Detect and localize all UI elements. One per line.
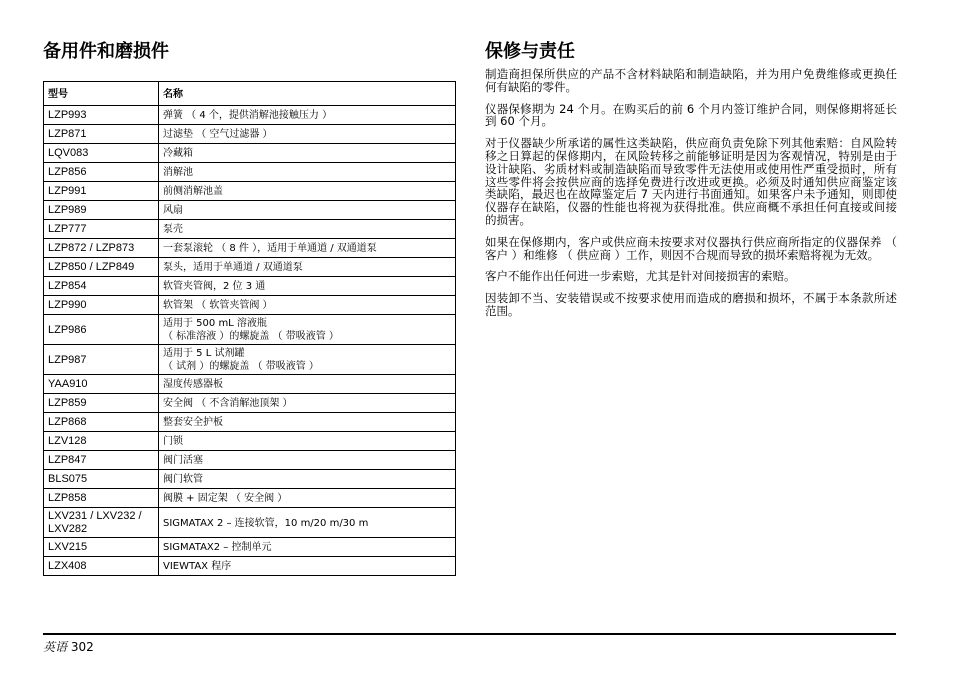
part-name-cell: 阀门活塞: [159, 451, 456, 470]
table-row: [44, 413, 456, 432]
part-model-cell: LZP777: [44, 220, 159, 239]
spare-parts-title: 备用件和磨损件: [43, 41, 169, 62]
table-row: [44, 557, 456, 576]
table-row: [44, 489, 456, 508]
part-model-cell: LZP854: [44, 277, 159, 296]
part-model-cell: LZP991: [44, 182, 159, 201]
part-name-cell: 弹簧 （ 4 个，提供消解池接触压力 ）: [159, 106, 456, 125]
table-header-row: [44, 82, 456, 106]
table-row: [44, 394, 456, 413]
part-model-cell: LZP989: [44, 201, 159, 220]
part-model-cell: BLS075: [44, 470, 159, 489]
warranty-paragraph: 仪器保修期为 24 个月。在购买后的前 6 个月内签订维护合同，则保修期将延长到 60 个月。: [485, 101, 897, 129]
table-row: [44, 239, 456, 258]
part-name-cell: 风扇: [159, 201, 456, 220]
part-model-cell: LZV128: [44, 432, 159, 451]
part-model-cell: LZP868: [44, 413, 159, 432]
part-name-cell: 一套泵滚轮 （ 8 件 ），适用于单通道 / 双通道泵: [159, 239, 456, 258]
part-model-cell: LZP986: [44, 315, 159, 345]
part-model-cell: LZP850 / LZP849: [44, 258, 159, 277]
warranty-paragraph: 如果在保修期内，客户或供应商未按要求对仪器执行供应商所指定的仪器保养 （ 客户 ）和维修 （ 供应商 ）工作，则因不合规而导致的损坏索赔将视为无效。: [485, 234, 897, 262]
part-model-cell: LXV231 / LXV232 / LXV282: [44, 508, 159, 538]
table-row: [44, 451, 456, 470]
table-row: [44, 258, 456, 277]
part-model-cell: LZP856: [44, 163, 159, 182]
table-row: [44, 277, 456, 296]
part-name-cell: 前侧消解池盖: [159, 182, 456, 201]
part-name-cell: 消解池: [159, 163, 456, 182]
column-header-model: 型号: [44, 82, 159, 106]
table-row: [44, 470, 456, 489]
table-row: [44, 375, 456, 394]
page-footer: [43, 640, 94, 654]
part-name-cell: 阀门软管: [159, 470, 456, 489]
part-name-cell: 湿度传感器板: [159, 375, 456, 394]
part-name-cell: 适用于 5 L 试剂罐 （ 试剂 ）的螺旋盖 （ 带吸液管 ）: [159, 345, 456, 375]
part-name-cell: 软管夹管阀，2 位 3 通: [159, 277, 456, 296]
part-model-cell: LQV083: [44, 144, 159, 163]
part-name-cell: 软管架 （ 软管夹管阀 ）: [159, 296, 456, 315]
table-row: [44, 296, 456, 315]
part-model-cell: YAA910: [44, 375, 159, 394]
part-model-cell: LZP859: [44, 394, 159, 413]
part-model-cell: LZX408: [44, 557, 159, 576]
part-model-cell: LZP871: [44, 125, 159, 144]
table-row: [44, 182, 456, 201]
warranty-title: 保修与责任: [485, 41, 575, 62]
part-model-cell: LZP872 / LZP873: [44, 239, 159, 258]
part-model-cell: LZP858: [44, 489, 159, 508]
table-body: [44, 106, 456, 576]
part-name-cell: 泵壳: [159, 220, 456, 239]
page-number: 302: [70, 640, 94, 654]
table-row: [44, 125, 456, 144]
warranty-paragraph: 因装卸不当、安装错误或不按要求使用而造成的磨损和损坏，不属于本条款所述范围。: [485, 291, 897, 318]
warranty-paragraph: 对于仪器缺少所承诺的属性这类缺陷，供应商负责免除下列其他索赔：自风险转移之日算起的保修期内，在风险转移之前能够证明是因为客观情况，特别是由于设计缺陷、劣质材料或制造缺陷而导致零件无法使用或使用性严重受损时，所有这些零件将会按供应商的选择免费进行改进或更换。必须及时通知供应商鉴定该类缺陷，最迟也在故障鉴定后 7 天内进行书面通知。如果客户未予通知，则即使仪器存在缺陷，仪器的性能也将视为获得批准。供应商概不承担任何直接或间接的损害。: [485, 136, 897, 227]
part-name-cell: 过滤垫 （ 空气过滤器 ）: [159, 125, 456, 144]
warranty-section: [485, 40, 897, 327]
part-name-cell: VIEWTAX 程序: [159, 557, 456, 576]
part-name-cell: SIGMATAX 2 – 连接软管，10 m/20 m/30 m: [159, 508, 456, 538]
table-row: [44, 201, 456, 220]
table-row: [44, 163, 456, 182]
part-model-cell: LZP993: [44, 106, 159, 125]
part-name-cell: 门锁: [159, 432, 456, 451]
table-row: [44, 345, 456, 375]
warranty-paragraph: 制造商担保所供应的产品不含材料缺陷和制造缺陷，并为用户免费维修或更换任何有缺陷的零件。: [485, 67, 897, 94]
part-model-cell: LZP847: [44, 451, 159, 470]
spare-parts-section: [43, 40, 455, 572]
table-row: [44, 144, 456, 163]
column-header-name: 名称: [159, 82, 456, 106]
table-row: [44, 106, 456, 125]
table-row: [44, 538, 456, 557]
part-name-cell: 适用于 500 mL 溶液瓶 （ 标准溶液 ）的螺旋盖 （ 带吸液管 ）: [159, 315, 456, 345]
table-row: [44, 315, 456, 345]
footer-language: 英语: [43, 640, 68, 654]
table-row: [44, 220, 456, 239]
warranty-paragraph: 客户不能作出任何进一步索赔，尤其是针对间接损害的索赔。: [485, 269, 796, 284]
spare-parts-table: [43, 81, 456, 576]
part-model-cell: LXV215: [44, 538, 159, 557]
part-model-cell: LZP990: [44, 296, 159, 315]
part-name-cell: 安全阀 （ 不含消解池顶架 ）: [159, 394, 456, 413]
table-row: [44, 508, 456, 538]
footer-divider: [43, 633, 896, 635]
part-name-cell: SIGMATAX2 – 控制单元: [159, 538, 456, 557]
table-row: [44, 432, 456, 451]
part-name-cell: 泵头，适用于单通道 / 双通道泵: [159, 258, 456, 277]
part-name-cell: 阀膜 + 固定架 （ 安全阀 ）: [159, 489, 456, 508]
part-name-cell: 冷藏箱: [159, 144, 456, 163]
part-name-cell: 整套安全护板: [159, 413, 456, 432]
part-model-cell: LZP987: [44, 345, 159, 375]
